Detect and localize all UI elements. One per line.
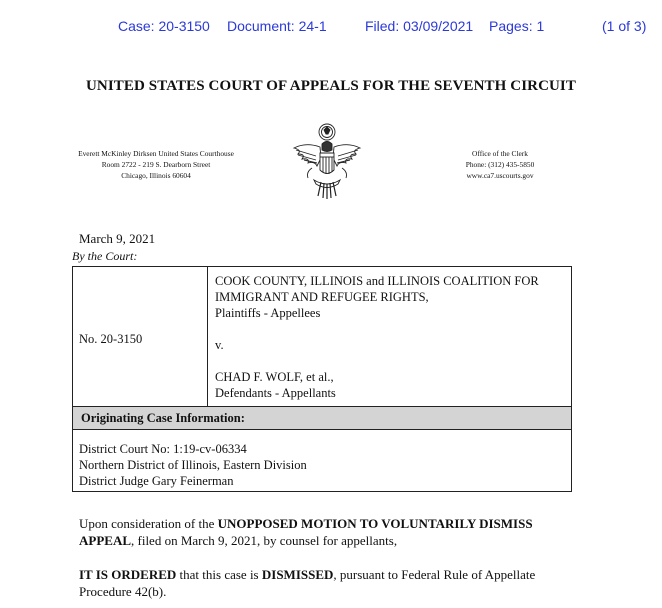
parties-cell	[215, 273, 565, 401]
motion-title: UNOPPOSED MOTION TO VOLUNTARILY DISMISS APPEAL	[79, 516, 533, 548]
stamp-filed: Filed: 03/09/2021	[365, 18, 474, 34]
case-number: No. 20-3150	[79, 332, 143, 346]
eagle-seal-icon	[288, 122, 366, 202]
case-number-cell	[73, 267, 208, 406]
plaintiffs-line: IMMIGRANT AND REFUGEE RIGHTS,	[215, 290, 429, 304]
dismissed: DISMISSED	[261, 567, 334, 582]
court-title: UNITED STATES COURT OF APPEALS FOR THE SEVENTH CIRCUIT	[86, 78, 576, 94]
courthouse-address	[66, 148, 246, 181]
defendants-line: CHAD F. WOLF, et al.,	[215, 370, 334, 384]
clerk-info-line: Office of the Clerk	[472, 149, 528, 158]
stamp-page-of: (1 of 3)	[602, 18, 647, 34]
plaintiffs-role: Plaintiffs - Appellees	[215, 306, 321, 320]
plaintiffs-line: COOK COUNTY, ILLINOIS and ILLINOIS COALITION FOR	[215, 274, 539, 288]
originating-case-heading	[73, 406, 571, 430]
defendants-role: Defendants - Appellants	[215, 386, 336, 400]
by-the-court: By the Court:	[72, 249, 138, 263]
clerk-office-info	[440, 148, 560, 181]
filing-header-stamp	[0, 18, 662, 38]
stamp-pages: Pages: 1	[489, 18, 545, 34]
district-court-number: District Court No: 1:19-cv-06334	[79, 442, 247, 456]
stamp-document: Document: 24-1	[227, 18, 327, 34]
clerk-info-line: www.ca7.uscourts.gov	[466, 171, 534, 180]
address-line: Everett McKinley Dirksen United States Courthouse	[78, 149, 234, 158]
it-is-ordered: IT IS ORDERED	[79, 567, 177, 582]
order-date: March 9, 2021	[79, 231, 156, 246]
order-paragraph: IT IS ORDERED that this case is DISMISSED, pursuant to Federal Rule of Appellate Procedure 42(b).	[79, 567, 536, 599]
address-line: Room 2722 - 219 S. Dearborn Street	[101, 160, 211, 169]
case-caption-box	[72, 266, 572, 492]
versus: v.	[215, 338, 224, 352]
originating-case-info	[79, 441, 307, 489]
stamp-case: Case: 20-3150	[118, 18, 210, 34]
clerk-info-line: Phone: (312) 435-5850	[465, 160, 535, 169]
consideration-paragraph: Upon consideration of the UNOPPOSED MOTION TO VOLUNTARILY DISMISS APPEAL, filed on March 9, 2021, by counsel for appellants,	[79, 516, 533, 548]
originating-heading-text: Originating Case Information:	[81, 411, 245, 425]
district-judge: District Judge Gary Feinerman	[79, 474, 234, 488]
district-name: Northern District of Illinois, Eastern Division	[79, 458, 307, 472]
address-line: Chicago, Illinois 60604	[121, 171, 191, 180]
